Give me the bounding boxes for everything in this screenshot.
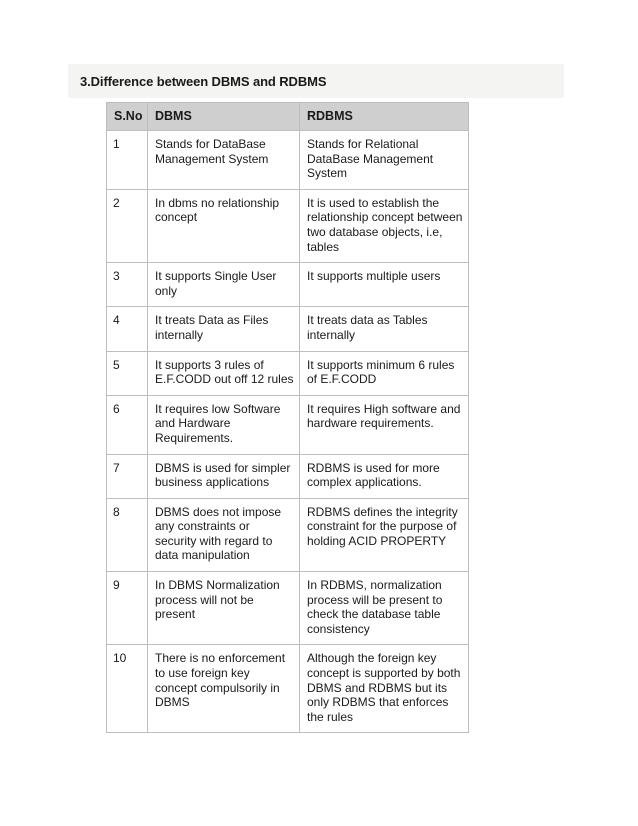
cell-sno: 3 <box>107 263 148 307</box>
table-row <box>107 645 469 733</box>
section-heading: 3.Difference between DBMS and RDBMS <box>80 74 327 89</box>
cell-sno: 10 <box>107 645 148 733</box>
table-row <box>107 263 469 307</box>
cell-dbms: It supports 3 rules of E.F.CODD out off 12 rules <box>148 351 300 395</box>
cell-rdbms: It supports minimum 6 rules of E.F.CODD <box>300 351 469 395</box>
cell-sno: 6 <box>107 395 148 454</box>
cell-sno: 8 <box>107 498 148 571</box>
cell-sno: 7 <box>107 454 148 498</box>
cell-dbms: DBMS is used for simpler business applications <box>148 454 300 498</box>
cell-dbms: In dbms no relationship concept <box>148 189 300 262</box>
cell-rdbms: It treats data as Tables internally <box>300 307 469 351</box>
table-row <box>107 351 469 395</box>
cell-sno: 2 <box>107 189 148 262</box>
table-row <box>107 131 469 190</box>
cell-rdbms: In RDBMS, normalization process will be present to check the database table consistency <box>300 572 469 645</box>
cell-sno: 4 <box>107 307 148 351</box>
header-sno: S.No <box>107 103 148 131</box>
header-rdbms: RDBMS <box>300 103 469 131</box>
cell-sno: 9 <box>107 572 148 645</box>
cell-rdbms: It supports multiple users <box>300 263 469 307</box>
table-row <box>107 572 469 645</box>
cell-sno: 5 <box>107 351 148 395</box>
cell-dbms: Stands for DataBase Management System <box>148 131 300 190</box>
cell-rdbms: It requires High software and hardware requirements. <box>300 395 469 454</box>
table-header-row <box>107 103 469 131</box>
cell-rdbms: RDBMS defines the integrity constraint for the purpose of holding ACID PROPERTY <box>300 498 469 571</box>
cell-dbms: It treats Data as Files internally <box>148 307 300 351</box>
cell-rdbms: Although the foreign key concept is supported by both DBMS and RDBMS but its only RDBMS that enforces the rules <box>300 645 469 733</box>
header-dbms: DBMS <box>148 103 300 131</box>
table-row <box>107 189 469 262</box>
cell-dbms: DBMS does not impose any constraints or security with regard to data manipulation <box>148 498 300 571</box>
cell-sno: 1 <box>107 131 148 190</box>
table-row <box>107 498 469 571</box>
table-row <box>107 395 469 454</box>
cell-dbms: In DBMS Normalization process will not be present <box>148 572 300 645</box>
cell-dbms: It requires low Software and Hardware Requirements. <box>148 395 300 454</box>
cell-dbms: There is no enforcement to use foreign key concept compulsorily in DBMS <box>148 645 300 733</box>
table-row <box>107 454 469 498</box>
cell-rdbms: Stands for Relational DataBase Management System <box>300 131 469 190</box>
cell-rdbms: It is used to establish the relationship concept between two database objects, i.e, tables <box>300 189 469 262</box>
cell-rdbms: RDBMS is used for more complex applications. <box>300 454 469 498</box>
comparison-table <box>106 102 469 733</box>
table-row <box>107 307 469 351</box>
cell-dbms: It supports Single User only <box>148 263 300 307</box>
